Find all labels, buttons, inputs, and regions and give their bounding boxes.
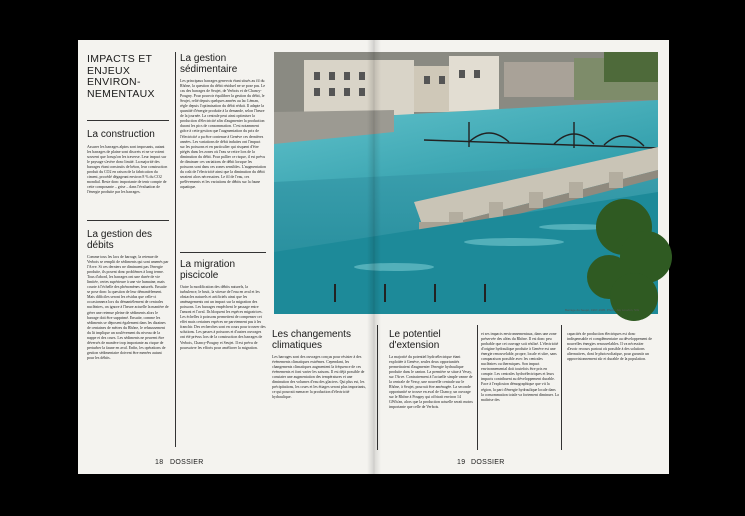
divider xyxy=(87,220,169,221)
body-migration: Outre la modification des débits naturels, la turbulence, le bruit, la vitesse de l'eau en aval et les obstacles naturels et artificiels ainsi que les aménagements ont un impact sur la migration des poissons. Les barrages empêchent le passage entre l'amont et l'aval. Ils bloquent les espèces migratrices. Les échelles à poissons permettent de compenser cet effet mais certaines espèces ne parviennent pas à les franchir. Des recherches sont en cours pour trouver des solutions. Les passes à poissons et d'autres ouvrages ont été prévus lors de la construction des barrages de Verbois, Chancy-Pougny et Seujet. Il est prévu de poursuivre les efforts pour améliorer la migration. xyxy=(180,285,266,350)
folio-label: DOSSIER xyxy=(471,459,505,466)
heading-construction: La construction xyxy=(87,129,155,140)
column-rule xyxy=(477,325,478,450)
body-sedimentaire: Les principaux barrages genevois étant situés au fil du Rhône, la question du débit résiduel ne se pose pas. Le cas des barrages de Seujet, de Verbois et de Chancy-Pougny. Pour pouvoir équilibrer la gestion du débit, le Seujet, relié depuis quelques années au lac Léman, règle depuis l'optimisation du débit réduit. Il adapte la quantité d'énergie produite à la demande, selon l'heure de la journée. La centrale peut ainsi optimiser la production d'électricité afin d'augmenter la production durant les pics de consommation. C'est notamment grâce à cette gestion que l'augmentation du prix de l'électricité a pu être contenue à Genève ces dernières années. Les variations de débit induites ont l'impact sur les poissons et en particulier qui risquent d'être piégés dans les zones où l'eau se retire lors de la diminution du débit. Pour pallier ce risque, il est prévu de diminuer ces variations de débit lorsque les poissons sont dans ces zones sensibles. L'augmentation du coût de l'électricité ainsi que la diminution du débit seraient alors nécessaires. Le fil de l'eau, ces prélèvements et les variations de débits sur la faune aquatique. xyxy=(180,79,266,189)
heading-sedimentaire: La gestion sédimentaire xyxy=(180,53,238,75)
column-rule xyxy=(561,325,562,450)
folio-number: 18 xyxy=(155,459,164,466)
body-debits: Comme tous les lacs de barrage, la retenue de Verbois se remplit de sédiments qui sont amenés par l'Arve. Si ces derniers ne diminuent pas l'énergie produite, ils posent donc problèmes à long terme. Tous d'abord, les barrages ont une durée de vie limitée, certes supérieure à une vie humaine, mais courte à l'échelle des phénomènes naturels. Ensuite se pose donc la question de leur démantèlement. Mais difficiles seront les résidus que celle-ci occasionnera lors du démantèlement de centrales nucléaires, on ignore à l'heure actuelle la manière de gérer une retenue pleine de sédiments alors le barrage doit être supprimé. Ensuite, comme les sédiments se déposent également dans les dizaines de centaines de mètres du Rhône, le rehaussement du lit implique un soulèvement du niveau de la nappe et des crues. Les sédiments ne peuvent être déversés de manière trop importante au risque de perturber la faune en aval. Enfin, les opérations de gestion sédimentaire doivent être menées autant pour les débits. xyxy=(87,255,169,360)
body-continued: et ses impacts environnementaux, dans une zone préservée des aléas du Rhône. Il est donc peu probable que cet ouvrage soit réalisé. L'électricité d'origine hydraulique produite à Genève est une énergie renouvelable, propre, locale et sûre, sans comparaison possible avec les centrales nucléaires ou thermiques. Son impact environnemental doit toutefois être pris en compte. Les centrales hydroélectriques et leurs impacts contribuent au développement durable. Face à l'explosion démographique que vit la région, la part d'énergie hydraulique locale dans la consommation totale va fortement diminuer. La maîtrise des xyxy=(481,332,559,402)
article-title: IMPACTS ET ENJEUX ENVIRON-NEMENTAUX xyxy=(87,53,155,100)
heading-potentiel: Le potentiel d'extension xyxy=(389,329,441,351)
dam-photo xyxy=(274,52,658,314)
heading-changements: Les changements climatiques xyxy=(272,329,351,351)
dam-illustration xyxy=(274,52,658,314)
body-tail: capacités de production électriques est donc indispensable et complémentaire au développement de nouvelles énergies renouvelables. Il va nécessiter d'avoir recours partout où possible à des solutions alternatives, dont le photovoltaïque, pour garantir un approvisionnement sûr et durable de la population. xyxy=(567,332,653,362)
divider xyxy=(180,252,266,253)
folio-label: DOSSIER xyxy=(170,459,204,466)
folio-number: 19 xyxy=(457,459,466,466)
divider xyxy=(87,120,169,121)
photo-caption: Barrage du Seujet, 1967-1995. Photo: Jay Louvion, SIG xyxy=(565,308,640,312)
heading-debits: La gestion des débits xyxy=(87,229,153,251)
heading-migration: La migration piscicole xyxy=(180,259,236,281)
magazine-spread xyxy=(78,40,669,474)
binding-gutter xyxy=(367,40,381,474)
column-rule xyxy=(175,52,176,447)
body-potentiel: La majorité du potentiel hydroélectrique étant exploitée à Genève, seules deux opportunités permettraient d'augmenter l'énergie hydraulique produite dans le canton. La première se situe à Vessy, sur l'Arve. Contrairement à l'actuelle simple vanne de la centrale de Vessy, une nouvelle centrale sur le Rhône, à Seujet, pourrait être aménagée. La seconde opportunité se trouve en aval de Chancy, un ouvrage sur le Rhône à Pougny qui offrirait environ 14 GWh/an, alors que la production actuelle serait moins importante que celle de Verbois. xyxy=(389,355,473,410)
body-construction: Assurer les barrages alpins sont imposants, autant les barrages de plaine sont discrets et ne se voient souvent que lorsqu'on les traverse. Leur impact sur le paysage s'avère donc limité. La majorité des barrages étant construits de béton, leur construction produit du CO2 en raison de la fabrication du ciment, procédé dégageant environ 8 % du CO2 mondial. Reste donc importante de tenir compte de cette composante – grise – dans l'évaluation de l'énergie produite par les barrages. xyxy=(87,145,168,195)
body-changements: Les barrages sont des ouvrages conçus pour résister à des événements climatiques extrêmes. Cependant, les changements climatiques augmentent la fréquence de ces événements et font varier les saisons. Il est déjà possible de constater une augmentation des températures et une diminution des volumes d'eau des glaciers. Qui plus est, les précipitations, les crues et les étiages seront plus importants, ce qui pourrait menacer la production d'électricité hydraulique. xyxy=(272,355,367,400)
